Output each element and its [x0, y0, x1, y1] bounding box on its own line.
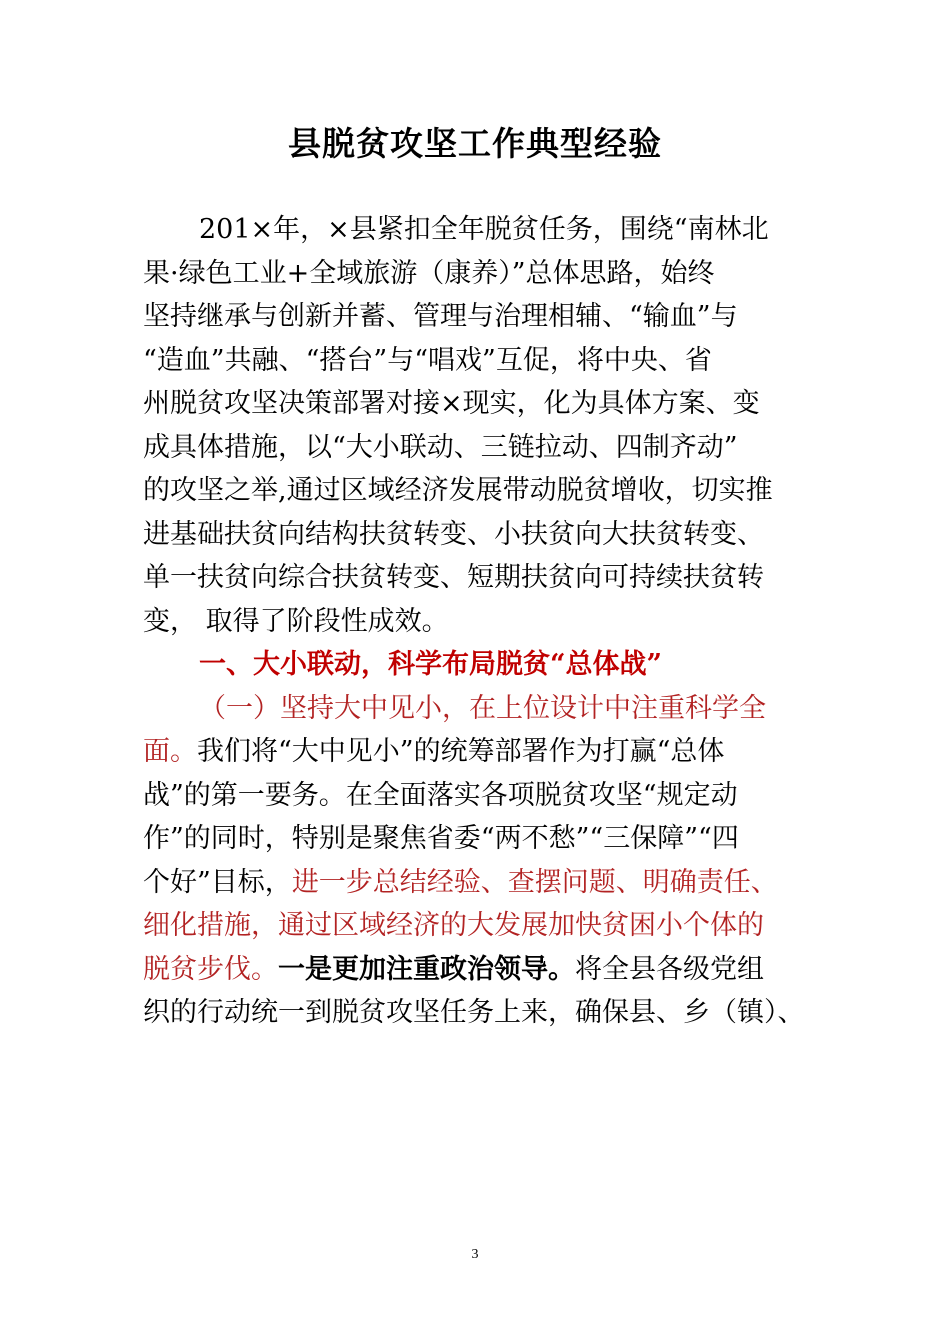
page-number: 3 [471, 1247, 479, 1262]
paragraph-text: 个好”目标， [143, 866, 292, 898]
paragraph-line: 作”的同时，特别是聚焦省委“两不愁”“三保障”“四 [143, 823, 739, 854]
paragraph-line: 进基础扶贫向结构扶贫转变、小扶贫向大扶贫转变、 [143, 518, 764, 550]
paragraph-text: 将全县各级党组 [575, 953, 764, 985]
paragraph-line: 的攻坚之举,通过区域经济发展带动脱贫增收，切实推 [143, 475, 773, 506]
bold-lead-text: 一是更加注重政治领导。 [278, 953, 575, 985]
subsection-heading: （一）坚持大中见小，在上位设计中注重科学全 [199, 692, 766, 724]
paragraph-line [143, 861, 811, 905]
paragraph-line: 成具体措施，以“大小联动、三链拉动、四制齐动” [143, 431, 738, 463]
highlighted-text: 进一步总结经验、查摆问题、明确责任、 [291, 866, 778, 898]
paragraph-line: 州脱贫攻坚决策部署对接×现实，化为具体方案、变 [143, 388, 760, 419]
subsection-heading-end: 面。 [143, 736, 197, 767]
paragraph-line [143, 948, 811, 992]
paragraph-line: 坚持继承与创新并蓄、管理与治理相辅、“输血”与 [143, 301, 738, 332]
paragraph-line: 果·绿色工业+全域旅游（康养）”总体思路，始终 [143, 257, 715, 289]
document-title: 县脱贫攻坚工作典型经验 [288, 124, 662, 163]
highlighted-line: 细化措施，通过区域经济的大发展加快贫困小个体的 [143, 910, 764, 941]
paragraph-line: “造血”共融、“搭台”与“唱戏”互促，将中央、省 [143, 344, 712, 376]
paragraph-line: 201×年，×县紧扣全年脱贫任务，围绕“南林北 [199, 214, 769, 245]
paragraph-text: 我们将“大中见小”的统筹部署作为打赢“总体 [197, 736, 725, 767]
paragraph-line: 战”的第一要务。在全面落实各项脱贫攻坚“规定动 [143, 779, 738, 811]
paragraph-line [143, 730, 811, 774]
document-body [143, 208, 811, 1035]
paragraph-line: 单一扶贫向综合扶贫转变、短期扶贫向可持续扶贫转 [143, 562, 764, 593]
paragraph-line: 变， 取得了阶段性成效。 [143, 605, 449, 637]
paragraph-line: 织的行动统一到脱贫攻坚任务上来，确保县、乡（镇）、 [143, 997, 805, 1028]
highlighted-text: 脱贫步伐。 [143, 953, 278, 985]
section-heading: 一、大小联动，科学布局脱贫“总体战” [199, 649, 663, 680]
